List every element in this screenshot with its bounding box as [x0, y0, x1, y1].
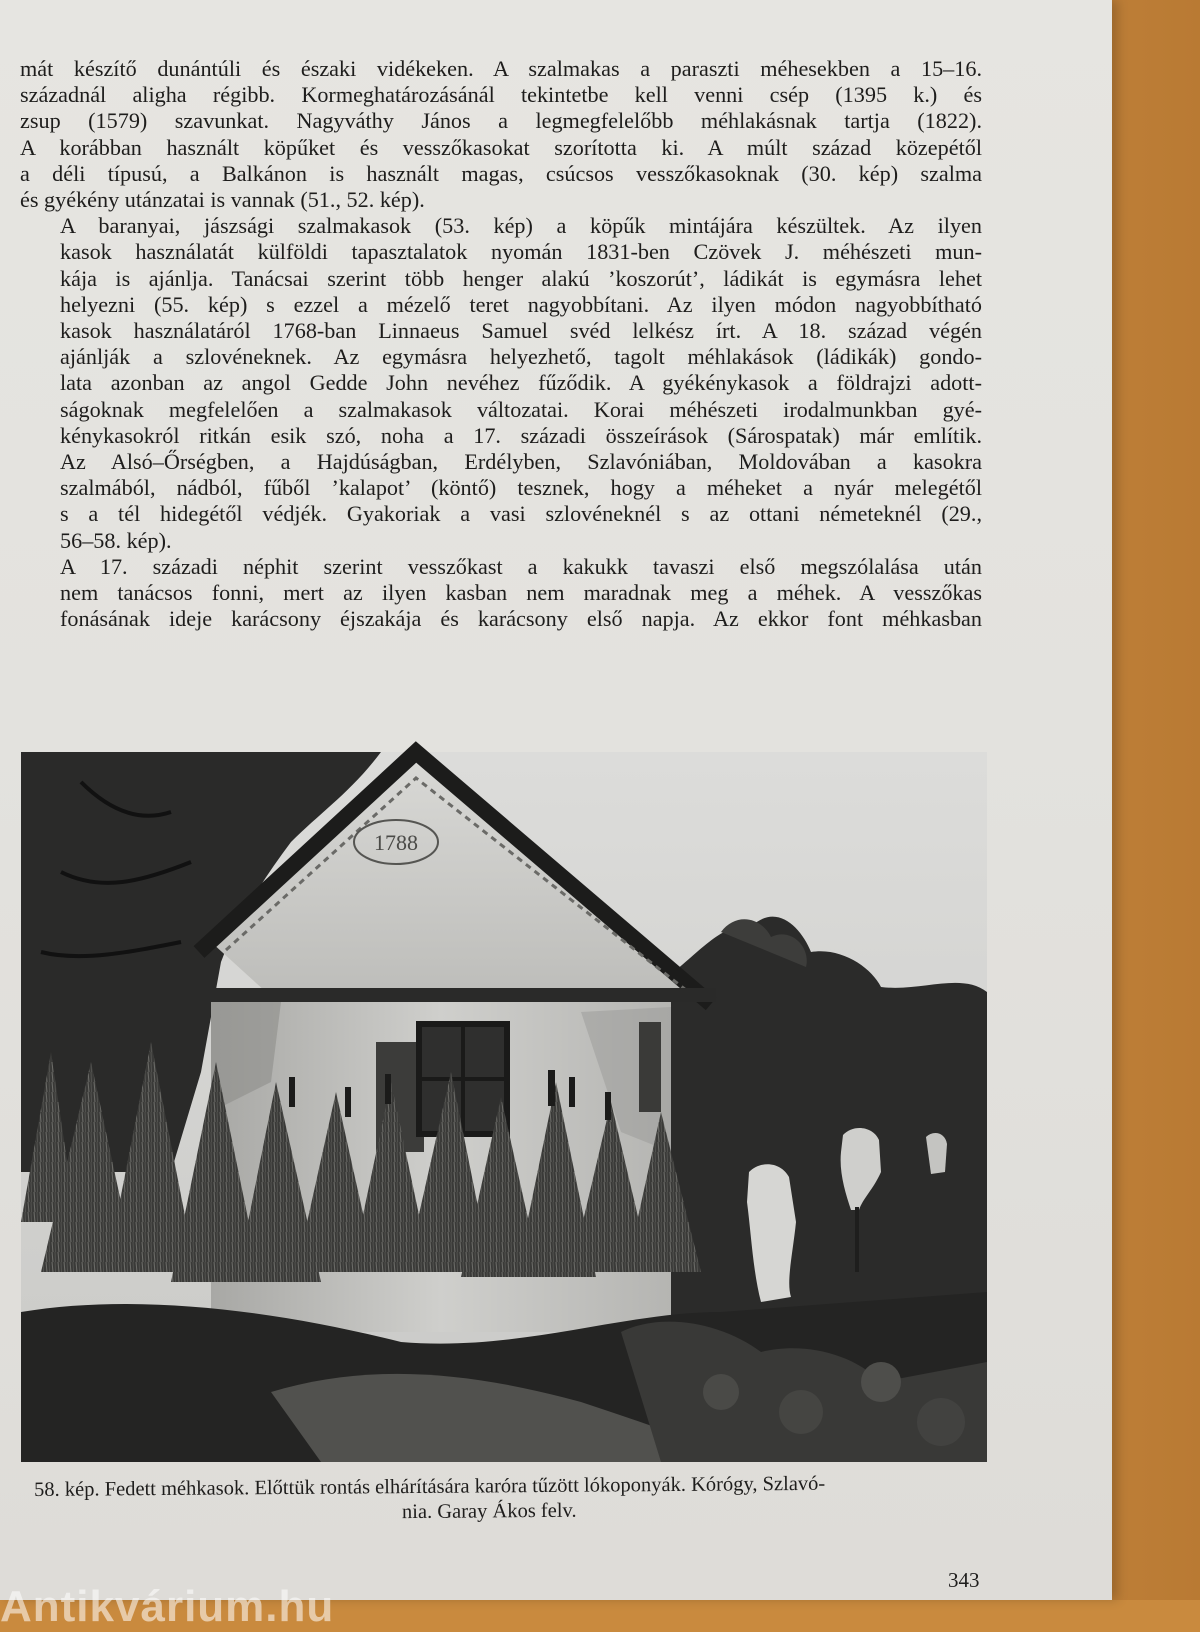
gable-year-marking: 1788 — [374, 830, 418, 855]
text-line: a déli típusú, a Balkánon is használt magas, csúcsos vesszőkasoknak (30. kép) szalma — [20, 160, 982, 186]
paragraph-1 — [20, 56, 982, 213]
text-line: és gyékény utánzatai is vannak (51., 52. kép). — [20, 187, 425, 213]
text-line: 56–58. kép). — [60, 527, 172, 553]
paragraph-2 — [20, 213, 982, 554]
photo-illustration — [21, 752, 987, 1462]
text-line: A baranyai, jászsági szalmakasok (53. kép) a köpűk mintájára készültek. Az ilyen — [60, 213, 982, 239]
text-line: helyezni (55. kép) s ezzel a mézelő teret nagyobbítani. Az ilyen módon nagyobbítható — [60, 291, 982, 317]
text-line: kénykasokról ritkán esik szó, noha a 17. századi összeírások (Sárospatak) már említik. — [60, 422, 982, 448]
caption-line-1: 58. kép. Fedett méhkasok. Előttük rontás elhárítására karóra tűzött lókoponyák. Kórógy, Szlavó- — [34, 1472, 826, 1501]
text-line: kasok használatát külföldi tapasztalatok nyomán 1831-ben Czövek J. méhészeti mun- — [60, 239, 982, 265]
body-text — [20, 56, 982, 632]
text-line: szalmából, nádból, fűből ’kalapot’ (köntő) tesznek, hogy a méheket a nyár melegétől — [60, 475, 982, 501]
photo-caption — [34, 1470, 994, 1528]
text-line: A korábban használt köpűket és vesszőkasokat szorította ki. A múlt század közepétől — [20, 134, 982, 160]
text-line: kája is ajánlja. Tanácsai szerint több henger alakú ’koszorút’, ládikát is egymásra lehet — [60, 265, 982, 291]
text-line: Az Alsó–Őrségben, a Hajdúságban, Erdélyben, Szlavóniában, Moldovában a kasokra — [60, 449, 982, 475]
text-line: ajánlják a szlovéneknek. Az egymásra helyezhető, tagolt méhlakások (ládikák) gondo- — [60, 344, 982, 370]
photograph-covered-beehives — [21, 752, 987, 1462]
watermark: Antikvárium.hu — [0, 1582, 335, 1631]
text-line: kasok használatáról 1768-ban Linnaeus Samuel svéd lelkész írt. A 18. század végén — [60, 318, 982, 344]
text-line: s a tél hidegétől védjék. Gyakoriak a vasi szlovéneknél s az ottani németeknél (29., — [60, 501, 982, 527]
text-line: A 17. századi néphit szerint vesszőkast a kakukk tavaszi első megszólalása után — [60, 553, 982, 579]
page-number: 343 — [948, 1568, 980, 1592]
text-line: nem tanácsos fonni, mert az ilyen kasban nem maradnak meg a méhek. A vesszőkas — [60, 580, 982, 606]
text-line: zsup (1579) szavunkat. Nagyváthy János a legmegfelelőbb méhlakásnak tartja (1822). — [20, 108, 982, 134]
text-line: fonásának ideje karácsony éjszakája és karácsony első napja. Az ekkor font méhkasban — [60, 606, 982, 632]
paragraph-3 — [20, 554, 982, 633]
text-line: ságoknak megfelelően a szalmakasok változatai. Korai méhészeti irodalmunkban gyé- — [60, 396, 982, 422]
text-line: mát készítő dunántúli és északi vidékeken. A szalmakas a paraszti méhesekben a 15–16. — [20, 56, 982, 81]
caption-line-2: nia. Garay Ákos felv. — [401, 1499, 577, 1524]
text-line: lata azonban az angol Gedde John nevéhez fűződik. A gyékénykasok a földrajzi adott- — [60, 370, 982, 396]
text-line: századnál aligha régibb. Kormeghatározásánál tekintetbe kell venni csép (1395 k.) és — [20, 82, 982, 108]
